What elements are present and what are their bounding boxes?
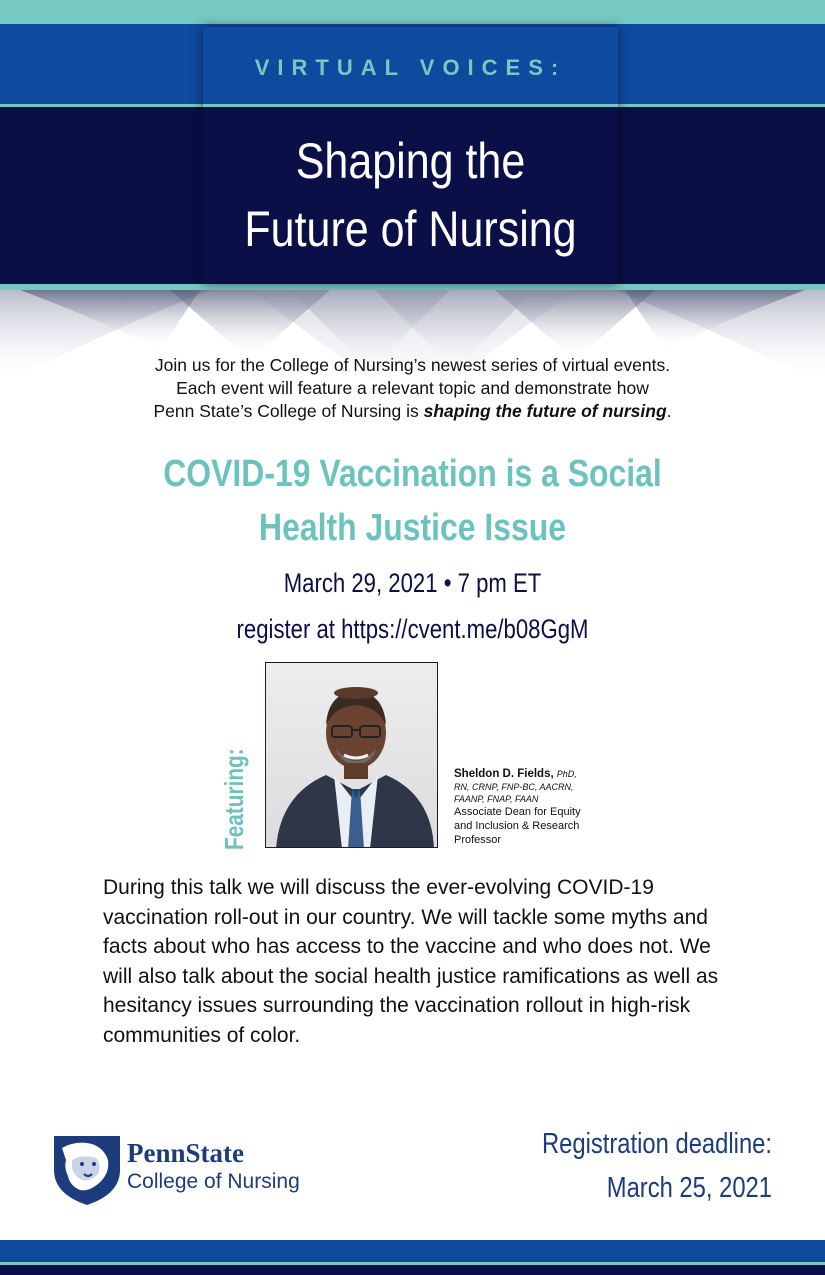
speaker-creds-line-2: FAANP, FNAP, FAAN [454, 794, 539, 804]
speaker-role-line-3: Professor [454, 834, 502, 846]
intro-line-1: Join us for the College of Nursing’s newest series of virtual events. [154, 355, 671, 375]
intro-line-3-suffix: . [666, 401, 672, 421]
brand-unit: College of Nursing [127, 1170, 300, 1193]
event-title [116, 447, 708, 555]
series-title [232, 127, 589, 263]
kicker-rule [203, 104, 618, 107]
event-date-time: March 29, 2021 • 7 pm ET [283, 568, 542, 598]
registration-link[interactable]: register at https://cvent.me/b08GgM [236, 614, 589, 644]
speaker-name: Sheldon D. Fields, [454, 768, 554, 780]
event-title-line-1: COVID-19 Vaccination is a Social [163, 453, 662, 495]
speaker-creds-inline: PhD, [556, 769, 577, 779]
intro-line-2: Each event will feature a relevant topic and demonstrate how [176, 378, 649, 398]
speaker-portrait [266, 663, 438, 848]
title-box [203, 27, 618, 284]
intro-text [60, 354, 765, 423]
penn-state-shield-logo [52, 1134, 122, 1206]
deadline-date: March 25, 2021 [606, 1172, 772, 1204]
featuring-label-text: Featuring: [219, 748, 249, 850]
featuring-label [219, 710, 251, 850]
registration-deadline [533, 1122, 772, 1210]
brand-wordmark [127, 1138, 300, 1194]
top-teal-band [0, 0, 825, 24]
event-title-line-2: Health Justice Issue [259, 507, 566, 549]
speaker-photo [265, 662, 438, 848]
speaker-info [454, 767, 624, 847]
speaker-creds-line-1: RN, CRNP, FNP-BC, AACRN, [454, 782, 574, 792]
series-title-line-1: Shaping the [295, 133, 526, 189]
intro-emphasis: shaping the future of nursing [423, 401, 667, 421]
deadline-label: Registration deadline: [541, 1128, 772, 1160]
series-kicker: VIRTUAL VOICES: [254, 55, 567, 80]
intro-line-3 [60, 400, 765, 423]
brand-name: PennState [127, 1138, 244, 1168]
event-description: During this talk we will discuss the ever-evolving COVID-19 vaccination roll-out in our country. We will tackle some myths and facts about who has access to the vaccine and who does not. We will also talk about the social health justice ramifications as well as hesitancy issues surrounding the vaccination rollout in high-risk communities of color. [103, 876, 719, 1047]
speaker-name-row [454, 767, 624, 781]
series-title-line-2: Future of Nursing [244, 201, 577, 257]
speaker-role-line-1: Associate Dean for Equity [454, 806, 581, 818]
footer-navy-band [0, 1265, 825, 1275]
intro-line-3-prefix: Penn State’s College of Nursing is [153, 401, 424, 421]
footer-blue-band [0, 1240, 825, 1262]
speaker-role-line-2: and Inclusion & Research [454, 820, 580, 832]
